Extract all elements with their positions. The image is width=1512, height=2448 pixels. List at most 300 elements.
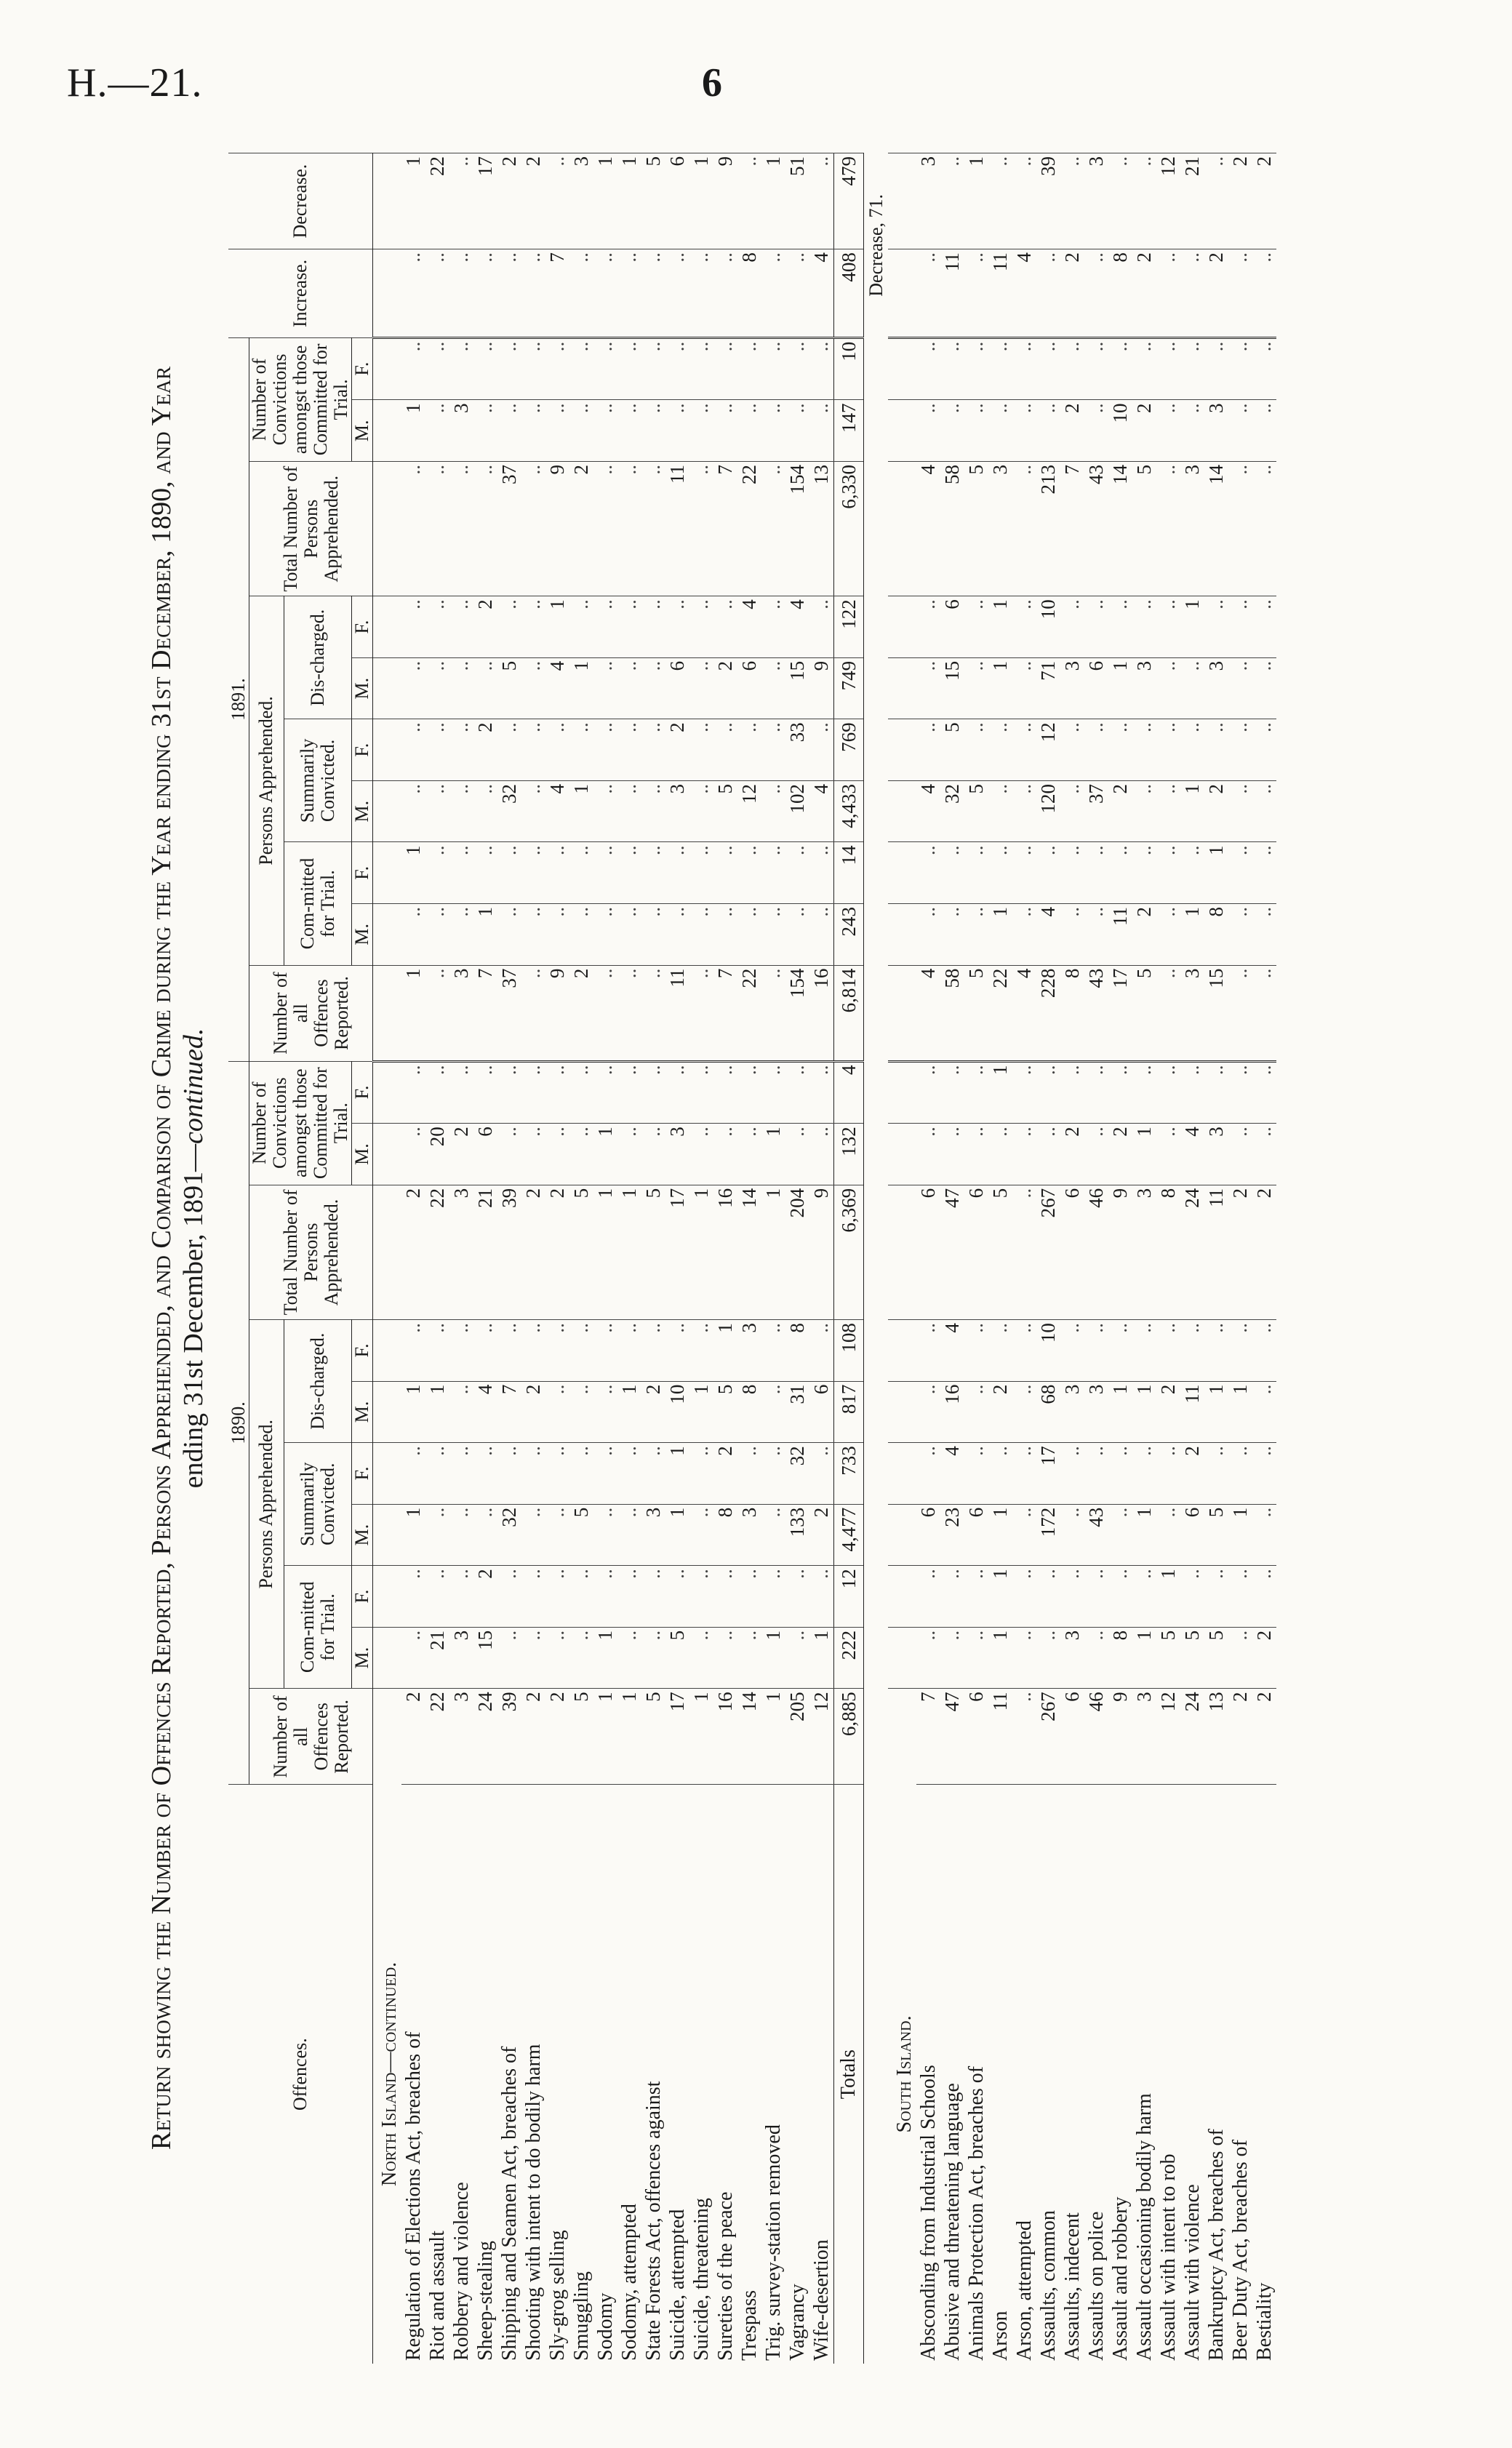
value-cell: ..: [988, 842, 1012, 904]
value-cell: 1: [1180, 780, 1204, 842]
value-cell: ..: [940, 1566, 964, 1628]
value-cell: ..: [988, 719, 1012, 781]
total-cell: 769: [834, 719, 864, 781]
table-row: [521, 153, 545, 2364]
col-decrease: Decrease.: [228, 153, 373, 249]
empty-cell: [888, 1627, 916, 1689]
value-cell: ..: [545, 1124, 569, 1185]
value-cell: 1: [593, 1185, 617, 1319]
col-f-1: F.: [352, 1566, 373, 1628]
value-cell: 39: [497, 1185, 521, 1319]
value-cell: ..: [569, 1443, 593, 1505]
total-cell: 4,433: [834, 780, 864, 842]
value-cell: 15: [1204, 965, 1228, 1061]
value-cell: ..: [1084, 596, 1108, 658]
value-cell: ..: [1084, 1627, 1108, 1689]
value-cell: 43: [1084, 462, 1108, 596]
value-cell: 39: [1036, 153, 1060, 249]
offence-label: Trespass: [737, 1785, 761, 2364]
value-cell: ..: [617, 1627, 641, 1689]
value-cell: 11: [1204, 1185, 1228, 1319]
value-cell: ..: [593, 842, 617, 904]
total-cell: 817: [834, 1381, 864, 1443]
value-cell: 3: [1180, 965, 1204, 1061]
value-cell: 5: [569, 1185, 593, 1319]
value-cell: 8: [785, 1320, 809, 1382]
value-cell: ..: [497, 337, 521, 400]
value-cell: ..: [473, 1504, 497, 1566]
value-cell: ..: [449, 842, 473, 904]
value-cell: 3: [665, 780, 689, 842]
value-cell: ..: [761, 904, 785, 966]
value-cell: ..: [1228, 462, 1252, 596]
value-cell: ..: [916, 657, 940, 719]
value-cell: ..: [689, 1124, 713, 1185]
value-cell: ..: [1132, 1320, 1156, 1382]
value-cell: ..: [569, 1061, 593, 1124]
value-cell: 4: [916, 965, 940, 1061]
value-cell: 6: [1084, 657, 1108, 719]
value-cell: 2: [545, 1185, 569, 1319]
offence-label: Arson: [988, 1785, 1012, 2364]
value-cell: 5: [497, 657, 521, 719]
value-cell: ..: [401, 249, 425, 338]
value-cell: ..: [401, 1124, 425, 1185]
value-cell: ..: [1252, 780, 1276, 842]
value-cell: 4: [916, 780, 940, 842]
value-cell: ..: [689, 1320, 713, 1382]
value-cell: ..: [1108, 596, 1132, 658]
empty-cell: [373, 1627, 402, 1689]
table-row: [545, 153, 569, 2364]
value-cell: ..: [521, 904, 545, 966]
value-cell: 1: [401, 400, 425, 462]
value-cell: ..: [1156, 780, 1180, 842]
value-cell: ..: [916, 1443, 940, 1505]
value-cell: 4: [473, 1381, 497, 1443]
value-cell: ..: [545, 904, 569, 966]
value-cell: ..: [473, 337, 497, 400]
value-cell: ..: [1156, 657, 1180, 719]
value-cell: ..: [1036, 249, 1060, 338]
value-cell: ..: [473, 1320, 497, 1382]
value-cell: 1: [569, 657, 593, 719]
value-cell: ..: [1012, 1566, 1036, 1628]
value-cell: ..: [785, 400, 809, 462]
value-cell: ..: [593, 337, 617, 400]
value-cell: 22: [425, 153, 449, 249]
value-cell: 5: [1132, 462, 1156, 596]
value-cell: ..: [809, 719, 834, 781]
value-cell: 9: [545, 965, 569, 1061]
value-cell: ..: [1204, 596, 1228, 658]
value-cell: 5: [1204, 1504, 1228, 1566]
value-cell: ..: [1180, 400, 1204, 462]
value-cell: ..: [761, 1566, 785, 1628]
value-cell: 2: [1108, 1124, 1132, 1185]
value-cell: ..: [761, 719, 785, 781]
empty-cell: [888, 904, 916, 966]
value-cell: 3: [449, 1627, 473, 1689]
col-f-15: F.: [352, 337, 373, 400]
value-cell: ..: [1132, 780, 1156, 842]
value-cell: ..: [809, 1061, 834, 1124]
value-cell: 1: [964, 153, 988, 249]
value-cell: ..: [1204, 1443, 1228, 1505]
value-cell: ..: [425, 904, 449, 966]
value-cell: 7: [545, 249, 569, 338]
table-row: [940, 153, 964, 2364]
value-cell: 16: [713, 1185, 737, 1319]
value-cell: ..: [940, 842, 964, 904]
value-cell: 51: [785, 153, 809, 249]
offence-label: Trig. survey-station removed: [761, 1785, 785, 2364]
value-cell: 10: [1108, 400, 1132, 462]
value-cell: 1: [1132, 1504, 1156, 1566]
value-cell: ..: [1252, 596, 1276, 658]
value-cell: ..: [1012, 1443, 1036, 1505]
col-increase: Increase.: [228, 249, 373, 338]
value-cell: 2: [569, 965, 593, 1061]
value-cell: ..: [1252, 965, 1276, 1061]
value-cell: ..: [425, 657, 449, 719]
value-cell: 2: [1252, 153, 1276, 249]
value-cell: ..: [497, 1566, 521, 1628]
value-cell: ..: [1012, 1381, 1036, 1443]
value-cell: ..: [1156, 842, 1180, 904]
value-cell: ..: [1108, 337, 1132, 400]
value-cell: ..: [737, 1124, 761, 1185]
value-cell: ..: [785, 337, 809, 400]
value-cell: ..: [940, 1627, 964, 1689]
value-cell: ..: [940, 400, 964, 462]
value-cell: ..: [1012, 400, 1036, 462]
value-cell: ..: [449, 1320, 473, 1382]
value-cell: 3: [449, 1689, 473, 1785]
value-cell: ..: [809, 337, 834, 400]
value-cell: 1: [988, 1627, 1012, 1689]
empty-cell: [888, 1443, 916, 1505]
value-cell: 15: [940, 657, 964, 719]
col-apprehended-1890: Persons Apprehended.: [249, 1320, 284, 1689]
value-cell: 21: [473, 1185, 497, 1319]
value-cell: ..: [449, 780, 473, 842]
value-cell: ..: [497, 904, 521, 966]
table-row: [988, 153, 1012, 2364]
value-cell: ..: [617, 1566, 641, 1628]
value-cell: ..: [521, 337, 545, 400]
value-cell: 8: [713, 1504, 737, 1566]
value-cell: ..: [1156, 462, 1180, 596]
col-committed-1891: Com-mitted for Trial.: [284, 842, 351, 965]
value-cell: 3: [1204, 657, 1228, 719]
value-cell: 11: [1108, 904, 1132, 966]
empty-cell: [373, 780, 402, 842]
value-cell: ..: [964, 1566, 988, 1628]
value-cell: 14: [1204, 462, 1228, 596]
value-cell: 8: [1108, 1627, 1132, 1689]
value-cell: 7: [713, 462, 737, 596]
value-cell: 1: [593, 1627, 617, 1689]
value-cell: ..: [665, 904, 689, 966]
value-cell: ..: [617, 1504, 641, 1566]
value-cell: ..: [737, 1443, 761, 1505]
table-row: [1228, 153, 1252, 2364]
table-body: [373, 153, 1277, 2364]
value-cell: 8: [737, 249, 761, 338]
value-cell: ..: [497, 249, 521, 338]
value-cell: 1: [761, 1124, 785, 1185]
value-cell: ..: [1228, 719, 1252, 781]
value-cell: ..: [1252, 657, 1276, 719]
value-cell: ..: [569, 1124, 593, 1185]
col-m-6: M.: [352, 1124, 373, 1185]
value-cell: ..: [521, 780, 545, 842]
value-cell: ..: [449, 462, 473, 596]
value-cell: ..: [1060, 596, 1084, 658]
value-cell: 213: [1036, 462, 1060, 596]
value-cell: 2: [1108, 780, 1132, 842]
value-cell: 6: [964, 1504, 988, 1566]
col-f-13: F.: [352, 596, 373, 658]
table-row: [1180, 153, 1204, 2364]
value-cell: ..: [1132, 153, 1156, 249]
table-row: [1156, 153, 1180, 2364]
offence-label: Sodomy, attempted: [617, 1785, 641, 2364]
empty-cell: [888, 1124, 916, 1185]
value-cell: 4: [1180, 1124, 1204, 1185]
table-row: [916, 153, 940, 2364]
total-cell: 408: [834, 249, 864, 338]
value-cell: ..: [473, 400, 497, 462]
value-cell: 1: [1180, 596, 1204, 658]
value-cell: ..: [689, 1504, 713, 1566]
value-cell: 22: [425, 1689, 449, 1785]
value-cell: 3: [1084, 153, 1108, 249]
value-cell: 2: [809, 1504, 834, 1566]
value-cell: ..: [449, 1566, 473, 1628]
value-cell: ..: [964, 1061, 988, 1124]
value-cell: 1: [689, 1689, 713, 1785]
value-cell: 22: [988, 965, 1012, 1061]
value-cell: ..: [689, 780, 713, 842]
value-cell: 6: [1060, 1689, 1084, 1785]
document-code: H.—21.: [67, 60, 203, 105]
value-cell: ..: [1060, 780, 1084, 842]
value-cell: ..: [569, 337, 593, 400]
offence-label: Assault with violence: [1180, 1785, 1204, 2364]
value-cell: ..: [593, 1443, 617, 1505]
offence-label: Vagrancy: [785, 1785, 809, 2364]
value-cell: ..: [1252, 1124, 1276, 1185]
value-cell: ..: [1156, 904, 1180, 966]
totals-label: Totals: [834, 1785, 864, 2364]
value-cell: 267: [1036, 1185, 1060, 1319]
empty-cell: [888, 462, 916, 596]
value-cell: 1: [425, 1381, 449, 1443]
offence-label: Assault occasioning bodily harm: [1132, 1785, 1156, 2364]
value-cell: ..: [809, 153, 834, 249]
value-cell: 2: [521, 1381, 545, 1443]
value-cell: 6: [809, 1381, 834, 1443]
value-cell: 3: [1084, 1381, 1108, 1443]
col-year-1891: 1891.: [228, 337, 249, 1061]
value-cell: 8: [1060, 965, 1084, 1061]
value-cell: 5: [964, 462, 988, 596]
empty-cell: [888, 657, 916, 719]
value-cell: ..: [1204, 337, 1228, 400]
value-cell: ..: [761, 1061, 785, 1124]
value-cell: ..: [1036, 1061, 1060, 1124]
table-row: [425, 153, 449, 2364]
table-row: [641, 153, 665, 2364]
total-cell: 147: [834, 400, 864, 462]
value-cell: 1: [1156, 1566, 1180, 1628]
value-cell: ..: [641, 657, 665, 719]
value-cell: 12: [809, 1689, 834, 1785]
value-cell: ..: [1228, 904, 1252, 966]
value-cell: ..: [1228, 1124, 1252, 1185]
value-cell: 17: [1036, 1443, 1060, 1505]
value-cell: 2: [1060, 249, 1084, 338]
value-cell: 1: [1132, 1381, 1156, 1443]
value-cell: ..: [1228, 1443, 1252, 1505]
value-cell: ..: [785, 1627, 809, 1689]
table-row: [1060, 153, 1084, 2364]
section-south-island-label: South Island.: [893, 2015, 916, 2133]
value-cell: ..: [1084, 337, 1108, 400]
value-cell: ..: [1084, 1061, 1108, 1124]
value-cell: ..: [1108, 1320, 1132, 1382]
value-cell: ..: [641, 400, 665, 462]
total-cell: 6,369: [834, 1185, 864, 1319]
value-cell: 3: [1060, 1381, 1084, 1443]
value-cell: ..: [1252, 1320, 1276, 1382]
value-cell: ..: [761, 249, 785, 338]
value-cell: ..: [521, 1061, 545, 1124]
value-cell: 6: [665, 657, 689, 719]
table-row: [689, 153, 713, 2364]
total-cell: 4,477: [834, 1504, 864, 1566]
value-cell: 24: [473, 1689, 497, 1785]
value-cell: ..: [665, 596, 689, 658]
table-row: [809, 153, 834, 2364]
offence-label: Bestiality: [1252, 1785, 1276, 2364]
value-cell: ..: [713, 1566, 737, 1628]
value-cell: 3: [988, 462, 1012, 596]
value-cell: 3: [916, 153, 940, 249]
value-cell: ..: [713, 719, 737, 781]
value-cell: ..: [593, 904, 617, 966]
value-cell: 2: [1132, 904, 1156, 966]
col-summarily-1890: Summarily Convicted.: [284, 1443, 351, 1566]
value-cell: ..: [1228, 842, 1252, 904]
value-cell: ..: [1156, 719, 1180, 781]
value-cell: ..: [689, 1061, 713, 1124]
value-cell: 3: [1180, 462, 1204, 596]
value-cell: 3: [737, 1320, 761, 1382]
value-cell: 102: [785, 780, 809, 842]
value-cell: 1: [617, 1381, 641, 1443]
value-cell: ..: [988, 1320, 1012, 1382]
value-cell: ..: [1036, 1627, 1060, 1689]
value-cell: ..: [785, 1124, 809, 1185]
value-cell: ..: [737, 1627, 761, 1689]
value-cell: ..: [1012, 462, 1036, 596]
value-cell: ..: [1156, 1443, 1180, 1505]
value-cell: 2: [713, 1443, 737, 1505]
value-cell: ..: [521, 1443, 545, 1505]
value-cell: ..: [593, 719, 617, 781]
offence-label: Assault with intent to rob: [1156, 1785, 1180, 2364]
value-cell: 4: [940, 1443, 964, 1505]
value-cell: ..: [1228, 1061, 1252, 1124]
empty-cell: [888, 400, 916, 462]
value-cell: ..: [497, 400, 521, 462]
value-cell: 24: [1180, 1689, 1204, 1785]
value-cell: ..: [1036, 842, 1060, 904]
value-cell: 2: [1228, 153, 1252, 249]
value-cell: ..: [761, 400, 785, 462]
value-cell: 1: [617, 153, 641, 249]
value-cell: 43: [1084, 965, 1108, 1061]
value-cell: 1: [988, 1566, 1012, 1628]
value-cell: ..: [449, 657, 473, 719]
offence-label: Shooting with intent to do bodily harm: [521, 1785, 545, 2364]
value-cell: 4: [545, 657, 569, 719]
value-cell: 6: [964, 1185, 988, 1319]
value-cell: ..: [665, 337, 689, 400]
value-cell: ..: [425, 596, 449, 658]
value-cell: 2: [473, 1566, 497, 1628]
value-cell: ..: [1084, 1443, 1108, 1505]
offence-label: Abusive and threatening language: [940, 1785, 964, 2364]
col-apprehended-1891: Persons Apprehended.: [249, 596, 284, 965]
value-cell: 7: [497, 1381, 521, 1443]
value-cell: ..: [1228, 780, 1252, 842]
value-cell: 1: [761, 1185, 785, 1319]
value-cell: ..: [1108, 1061, 1132, 1124]
value-cell: ..: [425, 965, 449, 1061]
value-cell: ..: [1252, 904, 1276, 966]
section-north-island-label: North Island—continued.: [378, 1961, 401, 2186]
value-cell: 154: [785, 965, 809, 1061]
value-cell: ..: [916, 337, 940, 400]
value-cell: ..: [940, 1061, 964, 1124]
value-cell: ..: [617, 904, 641, 966]
value-cell: ..: [449, 153, 473, 249]
value-cell: ..: [497, 1061, 521, 1124]
value-cell: 5: [964, 965, 988, 1061]
value-cell: ..: [964, 904, 988, 966]
value-cell: 58: [940, 965, 964, 1061]
col-summarily-1891: Summarily Convicted.: [284, 719, 351, 842]
value-cell: 68: [1036, 1381, 1060, 1443]
value-cell: 1: [593, 1124, 617, 1185]
offence-label: Suicide, threatening: [689, 1785, 713, 2364]
value-cell: ..: [689, 249, 713, 338]
value-cell: ..: [521, 596, 545, 658]
value-cell: ..: [569, 249, 593, 338]
value-cell: ..: [641, 1320, 665, 1382]
value-cell: 3: [641, 1504, 665, 1566]
table-row: [1036, 153, 1060, 2364]
value-cell: 47: [940, 1185, 964, 1319]
col-discharged-1891: Dis-charged.: [284, 596, 351, 719]
value-cell: ..: [761, 842, 785, 904]
value-cell: ..: [1012, 1689, 1036, 1785]
value-cell: 267: [1036, 1689, 1060, 1785]
